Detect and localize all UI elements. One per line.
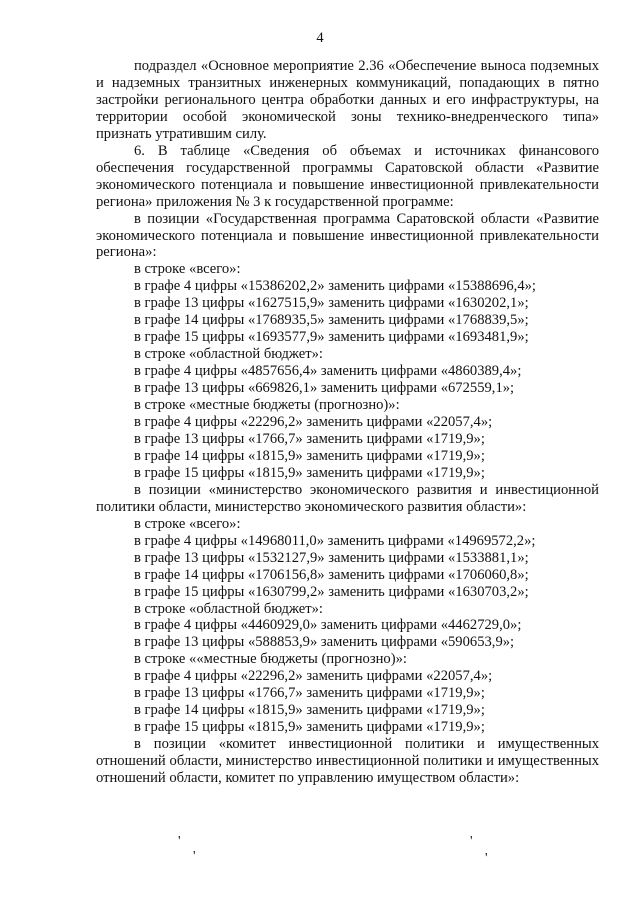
list-item: в графе 4 цифры «22296,2» заменить цифрами «22057,4»; [134,668,493,685]
paragraph: в позиции «комитет инвестиционной политики и имущественных отношений области, министерство инвестиционной политики и имущественных отношений области, комитет по управлению имуществом области»: [96,736,599,787]
list-item: в графе 15 цифры «1630799,2» заменить цифрами «1630703,2»; [134,583,529,600]
list-item: в строке «областной бюджет»: [134,600,323,617]
separator-mark: ' [193,849,196,864]
list-item: в графе 13 цифры «1766,7» заменить цифрами «1719,9»; [134,685,485,702]
list-item: в графе 13 цифры «1532127,9» заменить цифрами «1533881,1»; [134,549,529,566]
list-item: в графе 13 цифры «588853,9» заменить цифрами «590653,9»; [134,634,515,651]
list-item: в строке ««местные бюджеты (прогнозно)»: [134,651,407,668]
list-item: в графе 4 цифры «22296,2» заменить цифрами «22057,4»; [134,414,493,431]
list-item: в графе 4 цифры «4460929,0» заменить цифрами «4462729,0»; [134,617,522,634]
separator-mark: ' [485,851,488,866]
paragraph: 6. В таблице «Сведения об объемах и источниках финансового обеспечения государственной программы Саратовской области «Развитие экономического потенциала и повышение инвестиционной привлекательности региона» приложения № 3 к государственной программе: [96,142,599,210]
separator-mark: ' [470,834,473,849]
list-item: в графе 4 цифры «15386202,2» заменить цифрами «15388696,4»; [134,278,536,295]
list-item: в графе 15 цифры «1693577,9» заменить цифрами «1693481,9»; [134,329,529,346]
list-item: в строке «всего»: [134,261,241,278]
separator-mark: ' [178,834,181,849]
list-item: в графе 4 цифры «14968011,0» заменить цифрами «14969572,2»; [134,532,536,549]
paragraph: в позиции «Государственная программа Саратовской области «Развитие экономического потенциала и повышение инвестиционной привлекательности региона»: [96,210,599,261]
list-item: в графе 13 цифры «1766,7» заменить цифрами «1719,9»; [134,430,485,447]
paragraph: в позиции «министерство экономического развития и инвестиционной политики области, министерство экономического развития области»: [96,481,599,515]
list-item: в графе 13 цифры «669826,1» заменить цифрами «672559,1»; [134,380,515,397]
page-number: 4 [316,30,324,46]
list-item: в графе 14 цифры «1706156,8» заменить цифрами «1706060,8»; [134,566,529,583]
list-item: в строке «местные бюджеты (прогнозно)»: [134,397,400,414]
paragraph: подраздел «Основное мероприятие 2.36 «Обеспечение выноса подземных и надземных транзитных инженерных коммуникаций, попадающих в пятно застройки регионального центра обработки данных и его инфраструктуры, на территории особой экономической зоны технико-внедренческого типа» признать утратившим силу. [96,58,599,142]
list-item: в строке «областной бюджет»: [134,346,323,363]
list-item: в строке «всего»: [134,515,241,532]
list-item: в графе 14 цифры «1815,9» заменить цифрами «1719,9»; [134,447,485,464]
list-item: в графе 14 цифры «1815,9» заменить цифрами «1719,9»; [134,702,485,719]
document-body [96,58,599,787]
list-item: в графе 4 цифры «4857656,4» заменить цифрами «4860389,4»; [134,363,522,380]
list-item: в графе 15 цифры «1815,9» заменить цифрами «1719,9»; [134,464,485,481]
list-item: в графе 13 цифры «1627515,9» заменить цифрами «1630202,1»; [134,295,529,312]
list-item: в графе 15 цифры «1815,9» заменить цифрами «1719,9»; [134,719,485,736]
list-item: в графе 14 цифры «1768935,5» заменить цифрами «1768839,5»; [134,312,529,329]
